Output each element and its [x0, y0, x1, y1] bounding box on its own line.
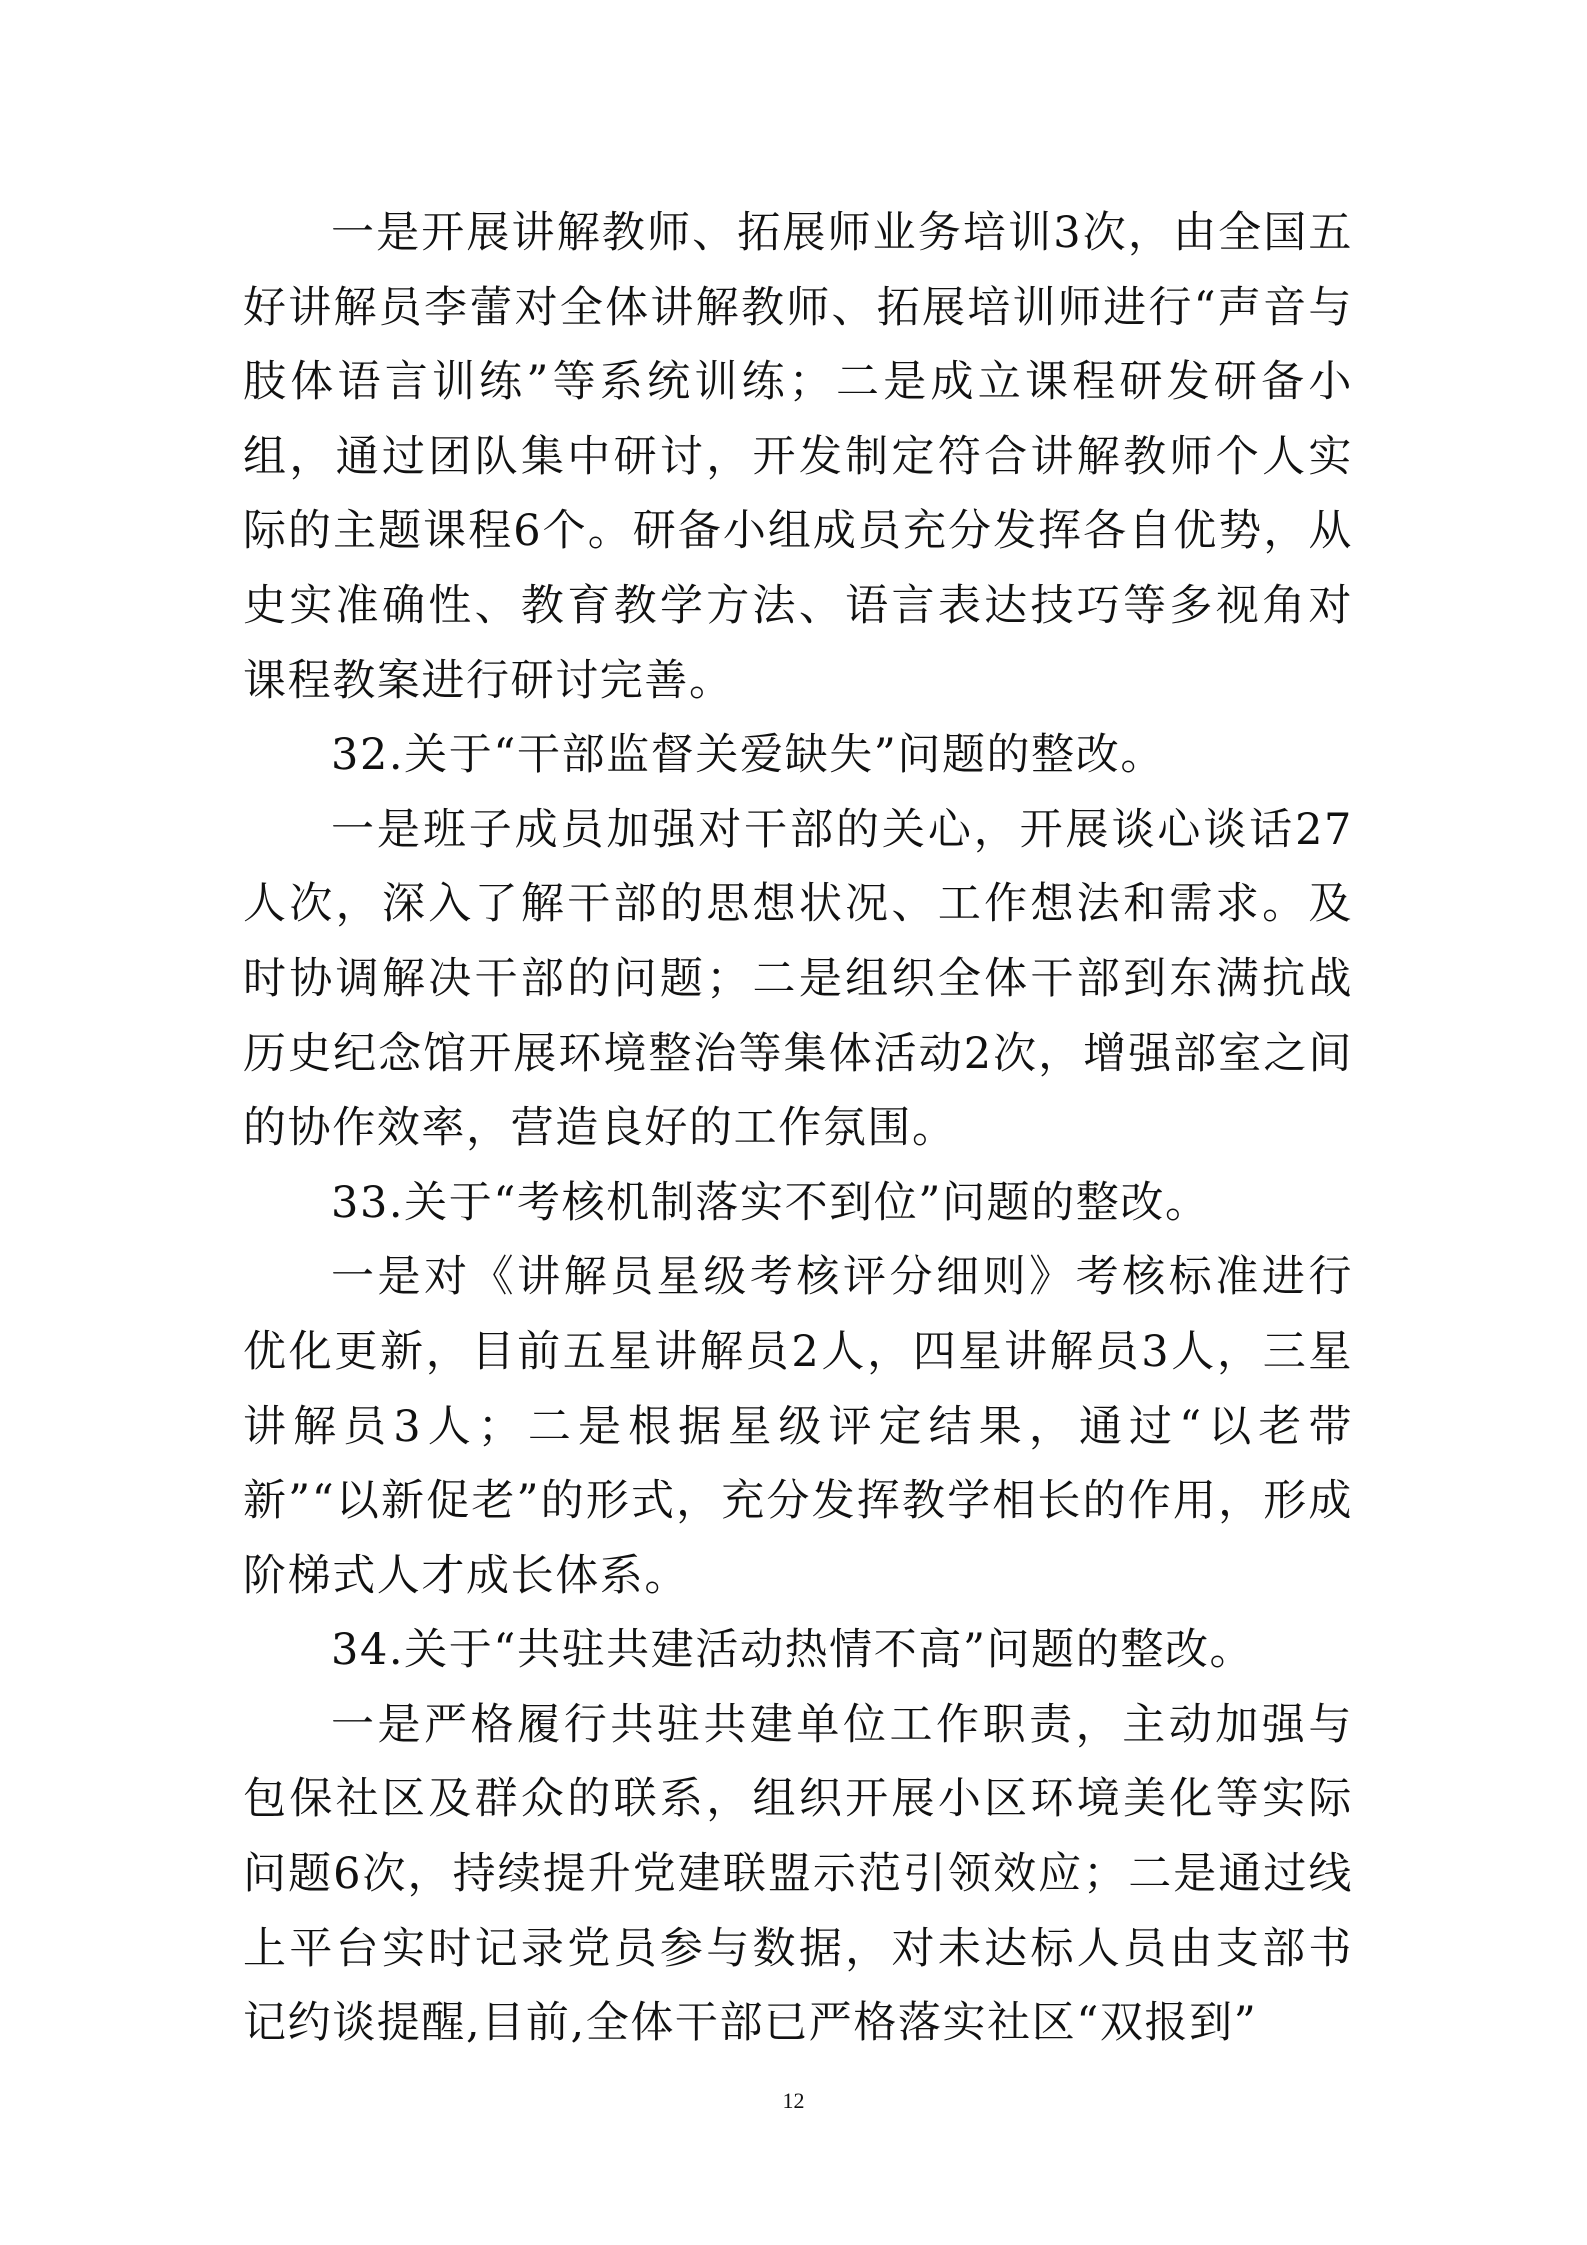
section-heading-32: 32.关于“干部监督关爱缺失”问题的整改。 — [331, 730, 1165, 781]
section-heading-33: 33.关于“考核机制落实不到位”问题的整改。 — [331, 1177, 1210, 1228]
document-body — [243, 196, 1353, 2061]
section-heading-34: 34.关于“共驻共建活动热情不高”问题的整改。 — [331, 1625, 1255, 1676]
paragraph-training: 一是开展讲解教师、拓展师业务培训3次，由全国五好讲解员李蕾对全体讲解教师、拓展培训师进行“声音与肢体语言训练”等系统训练；二是成立课程研发研备小组，通过团队集中研讨，开发制定符合讲解教师个人实际的主题课程6个。研备小组成员充分发挥各自优势，从史实准确性、教育教学方法、语言表达技巧等多视角对课程教案进行研讨完善。 — [243, 208, 1353, 706]
page-number: 12 — [782, 2088, 805, 2113]
paragraph-cadre-care: 一是班子成员加强对干部的关心，开展谈心谈话27人次，深入了解干部的思想状况、工作想法和需求。及时协调解决干部的问题；二是组织全体干部到东满抗战历史纪念馆开展环境整治等集体活动2次，增强部室之间的协作效率，营造良好的工作氛围。 — [243, 804, 1353, 1154]
paragraph-co-building: 一是严格履行共驻共建单位工作职责，主动加强与包保社区及群众的联系，组织开展小区环境美化等实际问题6次，持续提升党建联盟示范引领效应；二是通过线上平台实时记录党员参与数据，对未达标人员由支部书记约谈提醒,目前,全体干部已严格落实社区“双报到” — [243, 1699, 1353, 2049]
paragraph-assessment: 一是对《讲解员星级考核评分细则》考核标准进行优化更新，目前五星讲解员2人，四星讲解员3人，三星讲解员3人；二是根据星级评定结果，通过“以老带新”“以新促老”的形式，充分发挥教学相长的作用，形成阶梯式人才成长体系。 — [243, 1252, 1353, 1601]
